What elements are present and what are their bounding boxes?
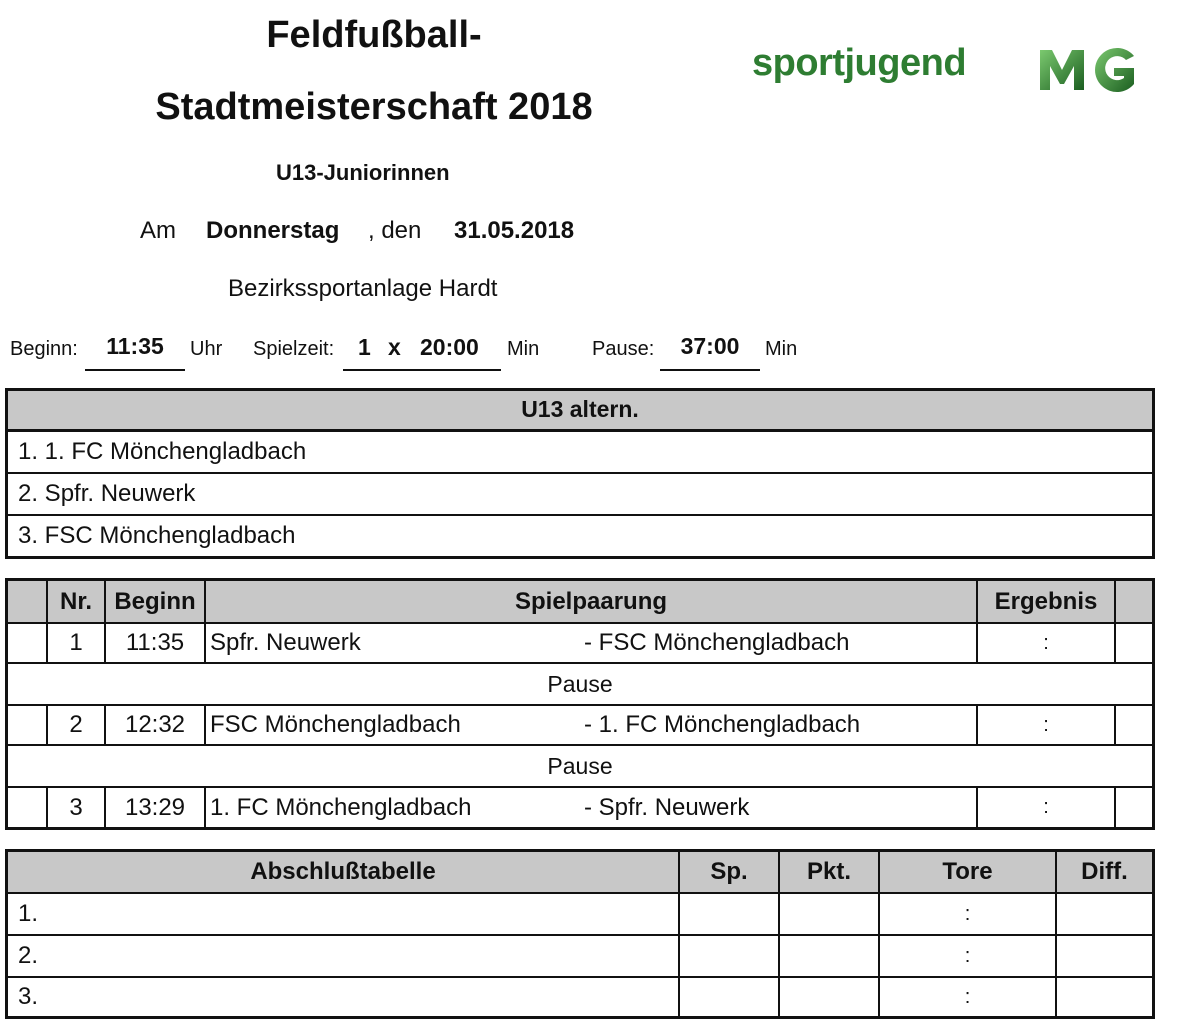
group-team-row bbox=[8, 474, 1152, 516]
group-team-row bbox=[8, 516, 1152, 556]
game-time: 12:32 bbox=[106, 706, 206, 744]
standings-tore: : bbox=[880, 894, 1057, 934]
header-blank-end bbox=[1116, 581, 1152, 622]
game-result: : bbox=[978, 788, 1116, 827]
logo-text: sportjugend bbox=[752, 42, 967, 84]
standings-header bbox=[8, 852, 1152, 894]
standings-diff bbox=[1057, 894, 1152, 934]
header-tore: Tore bbox=[880, 852, 1057, 892]
group-title: U13 altern. bbox=[8, 391, 1152, 432]
game-blank-end bbox=[1116, 788, 1152, 827]
standings-row bbox=[8, 894, 1152, 936]
away-team: - 1. FC Mönchengladbach bbox=[584, 711, 861, 738]
venue: Bezirkssportanlage Hardt bbox=[228, 275, 498, 302]
weekday: Donnerstag bbox=[206, 217, 340, 244]
header-pkt: Pkt. bbox=[780, 852, 880, 892]
game-row bbox=[8, 624, 1152, 664]
header-table: Abschlußtabelle bbox=[8, 852, 680, 892]
game-row bbox=[8, 706, 1152, 746]
standings-pkt bbox=[780, 936, 880, 976]
team-name: 1. 1. FC Mönchengladbach bbox=[18, 438, 307, 465]
game-nr: 2 bbox=[48, 706, 106, 744]
standings-row bbox=[8, 978, 1152, 1016]
schedule-table bbox=[5, 578, 1155, 830]
away-team: - Spfr. Neuwerk bbox=[584, 793, 750, 821]
standings-table bbox=[5, 849, 1155, 1019]
game-blank bbox=[8, 624, 48, 662]
category-label: U13-Juniorinnen bbox=[276, 160, 450, 185]
game-nr: 3 bbox=[48, 788, 106, 827]
standings-diff bbox=[1057, 936, 1152, 976]
pause-unit: Min bbox=[765, 338, 798, 360]
game-row bbox=[8, 788, 1152, 827]
group-table bbox=[5, 388, 1155, 559]
team-name: 2. Spfr. Neuwerk bbox=[18, 480, 196, 507]
game-time: 13:29 bbox=[106, 788, 206, 827]
team-name: 3. FSC Mönchengladbach bbox=[18, 522, 296, 549]
game-blank bbox=[8, 706, 48, 744]
standings-pos: 3. bbox=[8, 978, 680, 1016]
standings-pos: 2. bbox=[8, 936, 680, 976]
standings-sp bbox=[680, 978, 780, 1016]
playtime-x: x bbox=[388, 334, 401, 360]
standings-diff bbox=[1057, 978, 1152, 1016]
game-nr: 1 bbox=[48, 624, 106, 662]
home-team: FSC Mönchengladbach bbox=[210, 711, 461, 738]
header-nr: Nr. bbox=[48, 581, 106, 622]
header-blank bbox=[8, 581, 48, 622]
standings-pkt bbox=[780, 894, 880, 934]
pause-row bbox=[8, 664, 1152, 706]
playtime-value: 20:00 bbox=[420, 334, 479, 360]
game-blank-end bbox=[1116, 706, 1152, 744]
pause-value: 37:00 bbox=[660, 333, 760, 371]
pause-row bbox=[8, 746, 1152, 788]
home-team: Spfr. Neuwerk bbox=[210, 629, 361, 656]
pause-label: Pause bbox=[547, 752, 613, 779]
standings-pos: 1. bbox=[8, 894, 680, 934]
game-blank bbox=[8, 788, 48, 827]
playtime-label: Spielzeit: bbox=[253, 338, 335, 360]
standings-sp bbox=[680, 894, 780, 934]
header-result: Ergebnis bbox=[978, 581, 1116, 622]
away-team: - FSC Mönchengladbach bbox=[584, 629, 850, 656]
home-team: 1. FC Mönchengladbach bbox=[210, 793, 472, 821]
date-prefix: Am bbox=[140, 217, 176, 244]
header-match: Spielpaarung bbox=[206, 581, 978, 622]
pause-label: Pause: bbox=[592, 338, 655, 360]
standings-pkt bbox=[780, 978, 880, 1016]
schedule-header bbox=[8, 581, 1152, 624]
game-pairing bbox=[206, 788, 978, 827]
begin-unit: Uhr bbox=[190, 338, 223, 360]
header-sp: Sp. bbox=[680, 852, 780, 892]
standings-sp bbox=[680, 936, 780, 976]
game-pairing bbox=[206, 624, 978, 662]
standings-row bbox=[8, 936, 1152, 978]
standings-tore: : bbox=[880, 978, 1057, 1016]
date-mid: , den bbox=[368, 217, 422, 244]
title-line-1: Feldfußball- bbox=[266, 14, 482, 56]
pause-label: Pause bbox=[547, 670, 613, 697]
date-value: 31.05.2018 bbox=[454, 217, 575, 244]
begin-label: Beginn: bbox=[10, 338, 78, 360]
logo-mg-icon bbox=[1038, 44, 1138, 94]
game-time: 11:35 bbox=[106, 624, 206, 662]
game-result: : bbox=[978, 624, 1116, 662]
header-begin: Beginn bbox=[106, 581, 206, 622]
title-line-2: Stadtmeisterschaft 2018 bbox=[155, 86, 593, 128]
game-blank-end bbox=[1116, 624, 1152, 662]
begin-value: 11:35 bbox=[85, 333, 185, 371]
game-pairing bbox=[206, 706, 978, 744]
header-diff: Diff. bbox=[1081, 858, 1128, 885]
playtime-unit: Min bbox=[507, 338, 540, 360]
standings-tore: : bbox=[880, 936, 1057, 976]
sportjugend-mg-logo bbox=[752, 40, 1142, 100]
playtime-count: 1 bbox=[358, 334, 371, 360]
game-result: : bbox=[978, 706, 1116, 744]
group-team-row bbox=[8, 432, 1152, 474]
